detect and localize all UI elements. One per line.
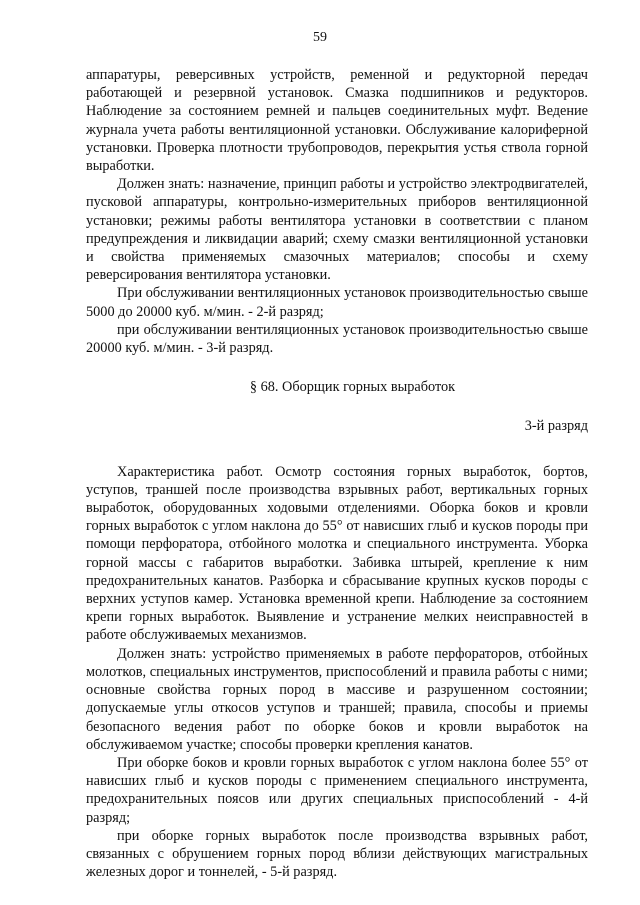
grade-note-paragraph-1: При обслуживании вентиляционных установок производительностью свыше 5000 до 20000 куб. м/мин. - 2-й разряд;	[86, 285, 588, 320]
section-grade: 3-й разряд	[524, 418, 588, 435]
page-number: 59	[313, 30, 327, 45]
continuation-paragraph: аппаратуры, реверсивных устройств, ременной и редукторной передач работающей и резервной установок. Смазка подшипников и редукторов. Наблюдение за состоянием ремней и пальцев соединительных муфт. Ведение журнала учета работы вентиляционной установки. Обслуживание калориферной установки. Проверка плотности трубопроводов, перекрытия устья ствола горной выработки.	[86, 67, 588, 175]
page-body	[86, 66, 588, 881]
section-note-paragraph-2: при оборке горных выработок после производства взрывных работ, связанных с обрушением горных пород вблизи действующих магистральных железных дорог и тоннелей, - 5-й разряд.	[86, 827, 588, 881]
section-title: § 68. Оборщик горных выработок	[249, 379, 456, 396]
must-know-paragraph: Должен знать: устройство применяемых в работе перфораторов, отбойных молотков, специальных инструментов, приспособлений и правила работы с ними; основные свойства горных пород в массиве и разрушенном состоянии; допускаемые углы откосов уступов и траншей; правила, способы и приемы безопасного ведения работ по оборке боков и кровли выработок на обслуживаемом участке; способы проверки крепления канатов.	[86, 645, 588, 753]
section-note-paragraph-1: При оборке боков и кровли горных выработок с углом наклона более 55° от нависших глыб и кусков породы с применением специального инструмента, предохранительных поясов или других специальных приспособлений - 4-й разряд;	[86, 754, 588, 826]
characteristics-paragraph: Характеристика работ. Осмотр состояния горных выработок, бортов, уступов, траншей после производства взрывных работ, вертикальных горных выработок, оборудованных ходовыми отделениями. Оборка боков и кровли горных выработок с углом наклона до 55° от нависших глыб и кусков породы при помощи перфоратора, отбойного молотка и специального инструмента. Уборка горной массы с габаритов выработки. Забивка штырей, крепление к ним предохранительных канатов. Разборка и сбрасывание крупных кусков породы с верхних уступов камер. Установка временной крепи. Наблюдение за состоянием крепи горных выработок. Выявление и устранение мелких неисправностей в работе обслуживаемых механизмов.	[86, 463, 588, 644]
grade-note-paragraph-2: при обслуживании вентиляционных установок производительностью свыше 20000 куб. м/мин. - 3-й разряд.	[86, 321, 588, 357]
must-know-paragraph-previous: Должен знать: назначение, принцип работы и устройство электродвигателей, пусковой аппаратуры, контрольно-измерительных приборов вентиляционной установки; режимы работы вентилятора установки в соответствии с планом предупреждения и ликвидации аварий; схему смазки вентиляционной установки и свойства применяемых смазочных материалов; способы и схему реверсирования вентилятора установки.	[86, 176, 588, 284]
